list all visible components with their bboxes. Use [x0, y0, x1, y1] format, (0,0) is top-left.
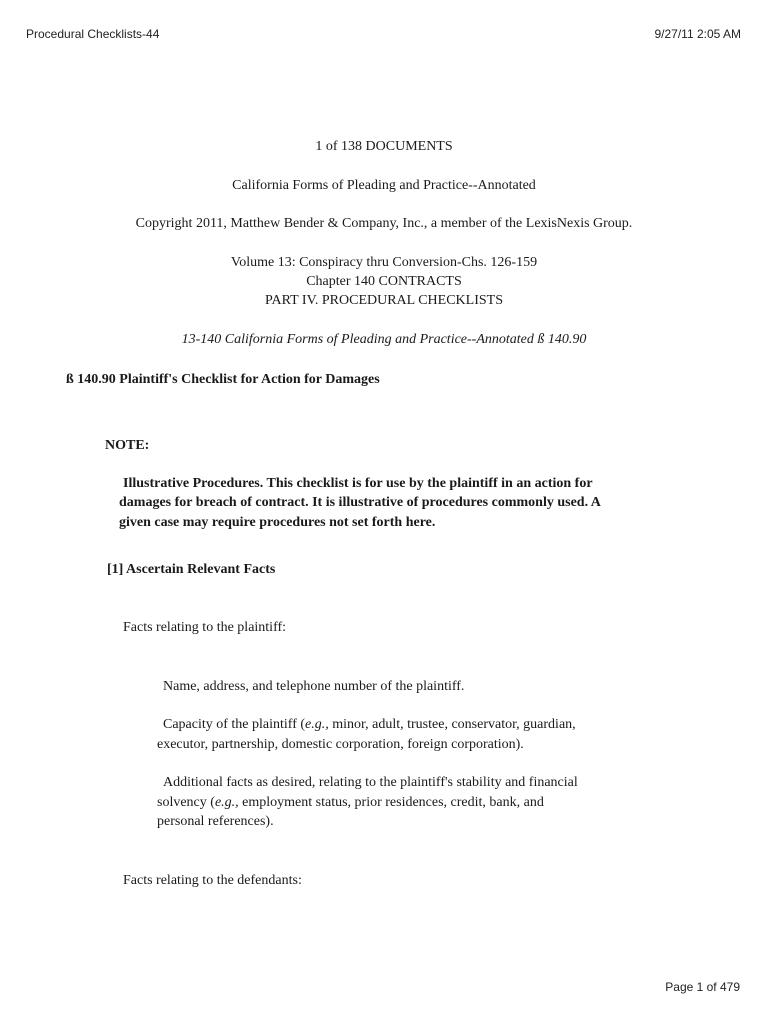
item-3-eg: e.g.,: [214, 795, 239, 810]
volume-line: Volume 13: Conspiracy thru Conversion-Chs. 126-159: [230, 255, 538, 270]
checklist-item-2-line-2: executor, partnership, domestic corporation, foreign corporation).: [157, 737, 524, 752]
header-timestamp: 9/27/11 2:05 AM: [654, 27, 741, 41]
item-2-suffix: minor, adult, trustee, conservator, guardian,: [328, 717, 576, 732]
step-1-title: [1] Ascertain Relevant Facts: [107, 562, 276, 577]
item-3-suffix: employment status, prior residences, credit, bank, and: [238, 795, 544, 810]
checklist-item-3-line-1: Additional facts as desired, relating to the plaintiff's stability and financial: [163, 775, 578, 790]
checklist-item-1: Name, address, and telephone number of the plaintiff.: [163, 679, 465, 694]
checklist-item-3-line-2: [157, 793, 544, 812]
note-line-3: given case may require procedures not set forth here.: [119, 515, 436, 530]
plaintiff-facts-label: Facts relating to the plaintiff:: [123, 620, 287, 635]
citation-line: 13-140 California Forms of Pleading and Practice--Annotated ß 140.90: [181, 332, 587, 347]
note-line-1: Illustrative Procedures. This checklist is for use by the plaintiff in an action for: [123, 476, 593, 491]
header-title: Procedural Checklists-44: [26, 27, 160, 41]
section-title: ß 140.90 Plaintiff's Checklist for Action for Damages: [66, 372, 380, 387]
page-number: Page 1 of 479: [665, 980, 740, 994]
chapter-line: Chapter 140 CONTRACTS: [306, 274, 462, 289]
copyright-line: Copyright 2011, Matthew Bender & Company, Inc., a member of the LexisNexis Group.: [135, 216, 633, 231]
note-label: NOTE:: [105, 438, 150, 453]
publication-title: California Forms of Pleading and Practice--Annotated: [232, 178, 536, 193]
document-count: 1 of 138 DOCUMENTS: [315, 139, 453, 154]
checklist-item-2-line-1: [163, 715, 576, 734]
defendant-facts-label: Facts relating to the defendants:: [123, 873, 302, 888]
item-2-prefix: Capacity of the plaintiff (: [163, 717, 306, 732]
part-line: PART IV. PROCEDURAL CHECKLISTS: [265, 293, 503, 308]
note-line-2: damages for breach of contract. It is illustrative of procedures commonly used. A: [119, 495, 601, 510]
item-2-eg: e.g.,: [305, 717, 329, 732]
item-3-prefix: solvency (: [157, 795, 215, 810]
checklist-item-3-line-3: personal references).: [157, 814, 274, 829]
